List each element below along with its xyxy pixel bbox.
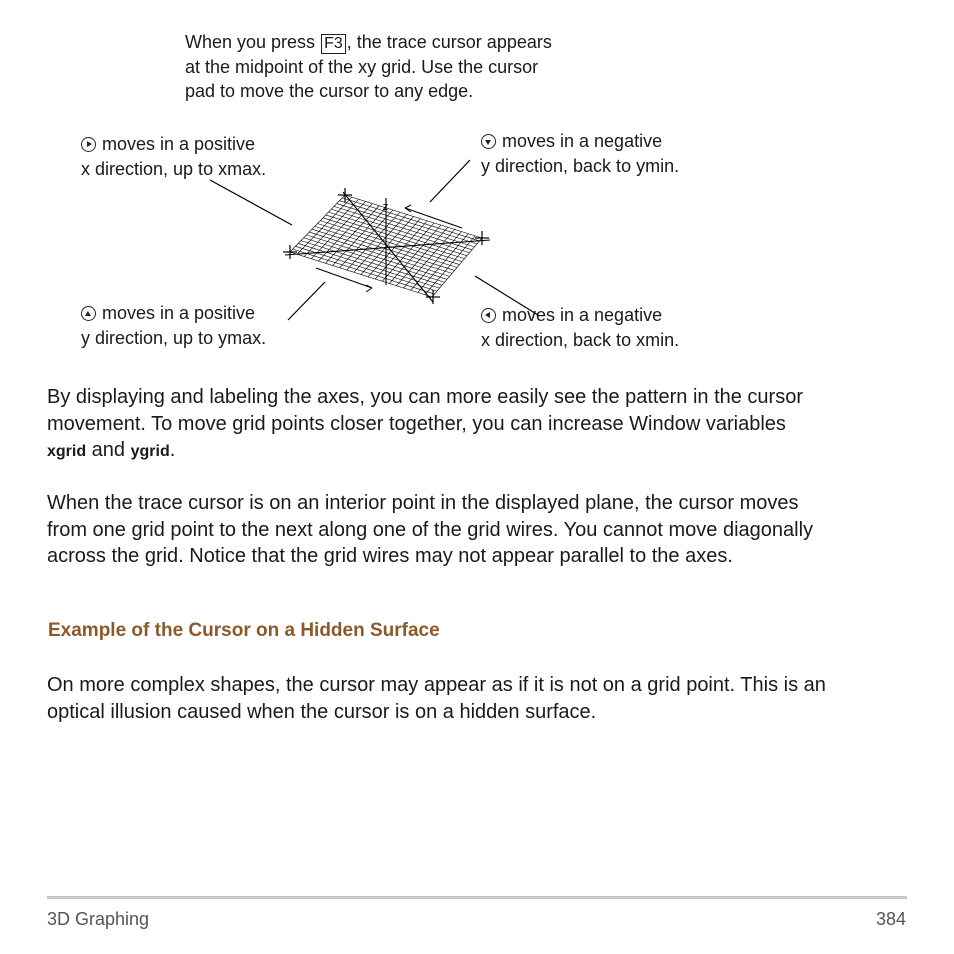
z-axis-label: z [382,200,389,213]
grid-wire [293,249,435,294]
intro-line-2: at the midpoint of the xy grid. Use the cursor [185,56,539,77]
callout-left: moves in a negative x direction, back to xmin. [481,305,680,350]
edge-arrow [366,288,372,292]
leader-line-right [210,180,292,225]
callout-up: moves in a positive y direction, up to ymax. [81,303,267,348]
trace-grid-figure [0,0,954,380]
intro-line-1: When you press F3 , the trace cursor appears [185,32,552,52]
leader-line-left [475,276,538,315]
paragraph-hidden-surface: On more complex shapes, the cursor may appear as if it is not on a grid point. This is an optical illusion caused when the cursor is on a hidden surface. [47,674,826,723]
xgrid-variable: xgrid [47,443,87,460]
callout-right: moves in a positive x direction, up to xmax. [81,134,267,179]
edge-arrow [316,268,372,288]
leader-line-up [288,282,325,320]
edge-arrow [405,208,462,228]
edge-arrow [405,205,411,208]
footer-page-number: 384 [875,909,906,929]
f3-key: F3 [321,34,346,54]
ygrid-variable: ygrid [130,443,170,460]
paragraph-interior-point: When the trace cursor is on an interior point in the displayed plane, the cursor moves from one grid point to the next along one of the grid wires. You cannot move diagonally across the grid. Notice that the grid wires may not appear parallel to the axes. [47,492,814,567]
leader-line-down [430,160,470,202]
footer-section: 3D Graphing [47,909,150,929]
footer-rule [47,896,907,899]
grid-wire [298,243,439,288]
callout-down: moves in a negative y direction, back to ymin. [481,131,680,176]
section-heading: Example of the Cursor on a Hidden Surface [48,620,440,641]
intro-line-3: pad to move the cursor to any edge. [185,81,474,101]
paragraph-axes: By displaying and labeling the axes, you can more easily see the pattern in the cursor movement. To move grid points closer together, you can increase Window variables xgrid and ygrid. [47,386,803,461]
